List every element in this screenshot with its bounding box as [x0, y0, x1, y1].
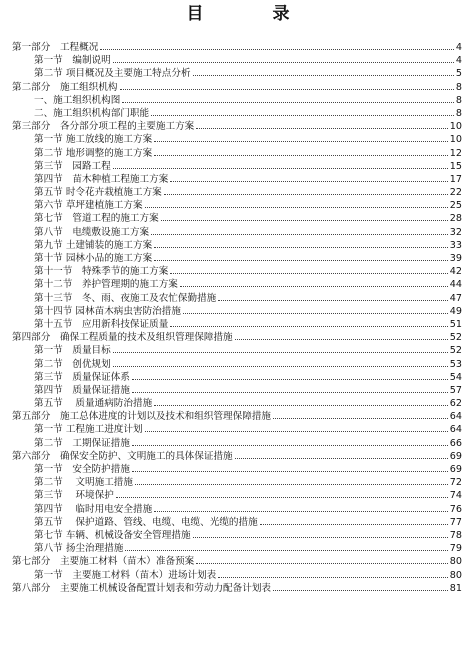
- toc-dot-leader: [196, 128, 448, 129]
- toc-dot-leader: [113, 366, 448, 367]
- toc-page-number: 51: [449, 318, 462, 330]
- toc-entry-section[interactable]: [12, 463, 462, 476]
- toc-dot-leader: [132, 392, 448, 393]
- toc-page-number: 42: [449, 266, 462, 278]
- toc-entry-title: 第一部分 工程概况: [12, 42, 99, 53]
- toc-dot-leader: [122, 102, 454, 103]
- toc-page-number: 4: [455, 55, 462, 67]
- toc-entry-title: 第二节 创优规划: [34, 358, 111, 370]
- toc-page-number: 39: [449, 253, 462, 264]
- toc-entry-section[interactable]: [12, 147, 462, 160]
- toc-entry-part[interactable]: [12, 331, 462, 344]
- toc-page-number: 80: [449, 556, 462, 568]
- toc-dot-leader: [151, 234, 448, 235]
- toc-entry-section[interactable]: [12, 160, 462, 173]
- toc-dot-leader: [154, 141, 448, 142]
- toc-dot-leader: [113, 168, 448, 169]
- toc-entry-title: 第三节 质量保证体系: [34, 371, 130, 383]
- toc-entry-section[interactable]: [12, 489, 462, 502]
- toc-dot-leader: [170, 273, 447, 274]
- toc-page-number: 10: [449, 134, 462, 146]
- toc-entry-section[interactable]: [12, 133, 462, 146]
- toc-page-number: 44: [449, 279, 462, 291]
- toc-page-number: 17: [449, 173, 462, 185]
- toc-dot-leader: [161, 220, 448, 221]
- toc-entry-title: 第二节 项目概况及主要施工特点分析: [34, 68, 191, 80]
- toc-entry-section[interactable]: [12, 344, 462, 357]
- toc-entry-title: 第二节 地形调整的施工方案: [34, 147, 153, 159]
- toc-page-number: 33: [449, 239, 462, 251]
- toc-page-number: 64: [449, 411, 462, 423]
- toc-dot-leader: [145, 431, 448, 432]
- toc-dot-leader: [145, 207, 448, 208]
- toc-dot-leader: [125, 550, 447, 551]
- toc-entry-section[interactable]: [12, 239, 462, 252]
- toc-page-number: 79: [449, 543, 462, 555]
- toc-entry-part[interactable]: [12, 410, 462, 423]
- toc-entry-title: 第六部分 确保安全防护、文明施工的具体保证措施: [12, 450, 233, 462]
- toc-entry-section[interactable]: [12, 107, 462, 120]
- toc-entry-title: 第五部分 施工总体进度的计划以及技术和组织管理保障措施: [12, 411, 272, 423]
- toc-entry-title: 第三节 园路工程: [34, 160, 111, 172]
- toc-dot-leader: [100, 49, 454, 50]
- toc-entry-section[interactable]: [12, 265, 462, 278]
- toc-dot-leader: [154, 511, 448, 512]
- toc-entry-section[interactable]: [12, 94, 462, 107]
- toc-page-number: 10: [449, 121, 462, 133]
- toc-page-number: 74: [449, 490, 462, 502]
- toc-page-number: 81: [449, 582, 462, 594]
- toc-dot-leader: [273, 418, 448, 419]
- toc-entry-title: 一、施工组织机构图: [34, 94, 121, 106]
- toc-entry-title: 第七节 车辆、机械设备安全管理措施: [34, 529, 191, 541]
- toc-entry-section[interactable]: [12, 371, 462, 384]
- toc-dot-leader: [260, 524, 448, 525]
- toc-entry-title: 第八节 扬尘治理措施: [34, 543, 124, 555]
- toc-entry-section[interactable]: [12, 186, 462, 199]
- toc-entry-section[interactable]: [12, 199, 462, 212]
- toc-page-number: 28: [449, 213, 462, 225]
- toc-page-number: 80: [449, 569, 462, 581]
- toc-entry-title: 第一节 施工放线的施工方案: [34, 134, 153, 146]
- toc-dot-leader: [113, 62, 454, 63]
- toc-page-number: 8: [455, 81, 462, 93]
- toc-dot-leader: [132, 445, 448, 446]
- toc-page-number: 32: [449, 226, 462, 238]
- toc-page-number: 5: [455, 68, 462, 80]
- toc-entry-section[interactable]: [12, 529, 462, 542]
- toc-entry-title: 第十节 园林小品的施工方案: [34, 253, 153, 264]
- toc-entry-title: 第七节 管道工程的施工方案: [34, 213, 159, 225]
- toc-entry-title: 第六节 草坪建植施工方案: [34, 200, 143, 212]
- toc-entry-title: 第四部分 确保工程质量的技术及组织管理保障措施: [12, 332, 233, 344]
- toc-entry-section[interactable]: [12, 476, 462, 489]
- toc-dot-leader: [132, 379, 448, 380]
- toc-dot-leader: [116, 497, 448, 498]
- table-of-contents: [12, 41, 462, 595]
- toc-entry-title: 第三部分 各分部分项工程的主要施工方案: [12, 121, 195, 133]
- toc-entry-section[interactable]: [12, 542, 462, 555]
- toc-page-number: 53: [449, 358, 462, 370]
- toc-entry-section[interactable]: [12, 173, 462, 186]
- toc-entry-section[interactable]: [12, 569, 462, 582]
- toc-page-number: 69: [449, 464, 462, 475]
- toc-entry-title: 第七部分 主要施工材料（苗木）准备预案: [12, 556, 195, 568]
- toc-entry-title: 第五节 保护道路、管线、电缆、电缆、光缆的措施: [34, 516, 258, 528]
- toc-entry-title: 第八节 电缆敷设施工方案: [34, 226, 150, 238]
- toc-entry-section[interactable]: [12, 397, 462, 410]
- toc-entry-title: 第二部分 施工组织机构: [12, 81, 118, 93]
- toc-entry-section[interactable]: [12, 292, 462, 305]
- toc-dot-leader: [132, 471, 448, 472]
- toc-entry-title: 第九节 土建铺装的施工方案: [34, 239, 153, 251]
- toc-entry-section[interactable]: [12, 54, 462, 67]
- toc-entry-title: 第十三节 冬、雨、夜施工及农忙保勤措施: [34, 292, 217, 304]
- toc-entry-title: 第十一节 特殊季节的施工方案: [34, 266, 169, 278]
- toc-page-number: 52: [449, 345, 462, 357]
- toc-dot-leader: [196, 563, 448, 564]
- toc-entry-title: 第十五节 应用新科技保证质量: [34, 318, 169, 330]
- toc-entry-title: 第八部分 主要施工机械设备配置计划表和劳动力配备计划表: [12, 582, 272, 594]
- toc-entry-title: 第四节 临时用电安全措施: [34, 503, 153, 515]
- toc-page-number: 8: [455, 107, 462, 119]
- toc-entry-part[interactable]: [12, 81, 462, 94]
- toc-page-number: 62: [449, 398, 462, 410]
- toc-dot-leader: [154, 247, 448, 248]
- page-title: 目 录: [186, 4, 316, 24]
- toc-entry-part[interactable]: [12, 41, 462, 54]
- toc-dot-leader: [135, 484, 448, 485]
- toc-page-number: 47: [449, 292, 462, 304]
- toc-entry-section[interactable]: [12, 384, 462, 397]
- toc-dot-leader: [218, 300, 448, 301]
- toc-entry-title: 第十二节 养护管理期的施工方案: [34, 279, 178, 291]
- toc-dot-leader: [273, 590, 448, 591]
- toc-entry-part[interactable]: [12, 555, 462, 568]
- toc-page-number: 64: [449, 424, 462, 436]
- toc-entry-section[interactable]: [12, 67, 462, 80]
- toc-entry-title: 第五节 质量通病防治措施: [34, 398, 153, 410]
- toc-page-number: 4: [455, 42, 462, 53]
- toc-dot-leader: [164, 194, 448, 195]
- toc-page-number: 78: [449, 529, 462, 541]
- toc-entry-title: 第二节 文明施工措施: [34, 477, 133, 489]
- toc-dot-leader: [120, 89, 454, 90]
- toc-page-number: 72: [449, 477, 462, 489]
- toc-entry-title: 第一节 安全防护措施: [34, 464, 130, 475]
- toc-entry-section[interactable]: [12, 252, 462, 265]
- toc-entry-title: 第十四节 园林苗木病虫害防治措施: [34, 305, 181, 317]
- toc-page-number: 8: [455, 94, 462, 106]
- toc-page-number: 15: [449, 160, 462, 172]
- toc-page-number: 57: [449, 384, 462, 396]
- toc-dot-leader: [154, 405, 448, 406]
- toc-entry-section[interactable]: [12, 516, 462, 529]
- toc-dot-leader: [218, 577, 448, 578]
- toc-dot-leader: [193, 75, 454, 76]
- toc-entry-section[interactable]: [12, 226, 462, 239]
- toc-page-number: 77: [449, 516, 462, 528]
- toc-page-number: 22: [449, 187, 462, 199]
- toc-dot-leader: [170, 181, 447, 182]
- toc-entry-title: 第四节 苗木种植工程施工方案: [34, 173, 169, 185]
- toc-entry-title: 第一节 编制说明: [34, 55, 111, 67]
- toc-dot-leader: [154, 155, 448, 156]
- toc-page-number: 66: [449, 437, 462, 449]
- toc-entry-title: 第一节 主要施工材料（苗木）进场计划表: [34, 569, 217, 581]
- toc-dot-leader: [183, 313, 448, 314]
- toc-entry-title: 第四节 质量保证措施: [34, 384, 130, 396]
- toc-dot-leader: [113, 352, 448, 353]
- toc-entry-title: 第五节 时令花卉栽植施工方案: [34, 187, 162, 199]
- toc-entry-title: 二、施工组织机构部门职能: [34, 107, 150, 119]
- toc-entry-part[interactable]: [12, 450, 462, 463]
- toc-entry-section[interactable]: [12, 437, 462, 450]
- toc-entry-title: 第二节 工期保证措施: [34, 437, 130, 449]
- toc-entry-section[interactable]: [12, 318, 462, 331]
- toc-entry-section[interactable]: [12, 423, 462, 436]
- toc-page-number: 49: [449, 305, 462, 317]
- toc-page-number: 76: [449, 503, 462, 515]
- toc-dot-leader: [235, 458, 448, 459]
- toc-page-number: 25: [449, 200, 462, 212]
- toc-entry-part[interactable]: [12, 582, 462, 595]
- toc-page-number: 54: [449, 371, 462, 383]
- toc-dot-leader: [170, 326, 447, 327]
- toc-dot-leader: [154, 260, 448, 261]
- toc-entry-part[interactable]: [12, 120, 462, 133]
- toc-entry-title: 第一节 工程施工进度计划: [34, 424, 143, 436]
- toc-dot-leader: [193, 537, 448, 538]
- toc-entry-section[interactable]: [12, 358, 462, 371]
- toc-page-number: 12: [449, 147, 462, 159]
- toc-entry-title: 第三节 环境保护: [34, 490, 114, 502]
- toc-page-number: 69: [449, 450, 462, 462]
- toc-dot-leader: [151, 115, 454, 116]
- toc-entry-title: 第一节 质量目标: [34, 345, 111, 357]
- toc-entry-section[interactable]: [12, 503, 462, 516]
- toc-entry-section[interactable]: [12, 278, 462, 291]
- toc-dot-leader: [235, 339, 448, 340]
- toc-entry-section[interactable]: [12, 305, 462, 318]
- toc-page-number: 52: [449, 332, 462, 344]
- toc-dot-leader: [180, 286, 448, 287]
- toc-entry-section[interactable]: [12, 212, 462, 225]
